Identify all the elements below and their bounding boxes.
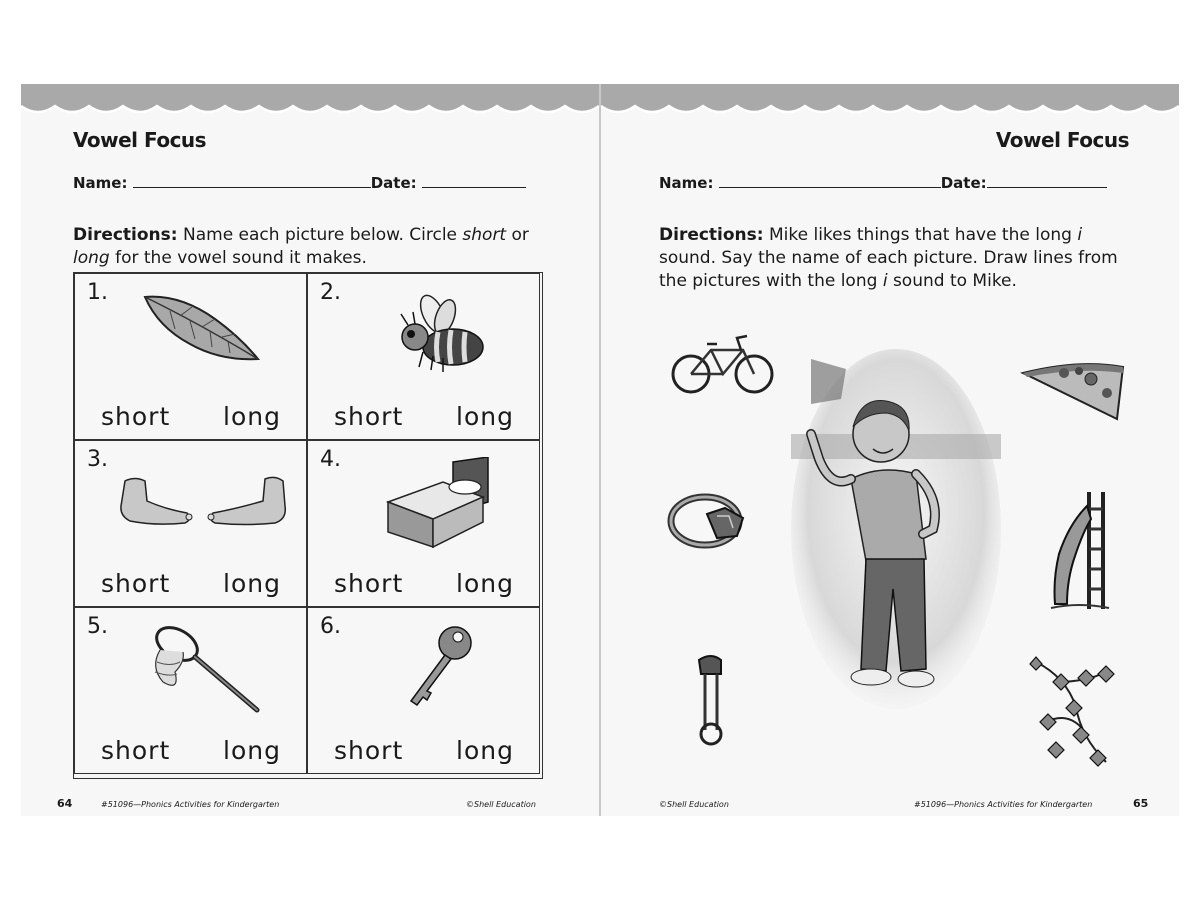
bee-icon [393,292,488,374]
directions-label: Directions: [659,225,764,245]
pizza-icon[interactable] [1019,359,1129,424]
page-number: 64 [57,797,73,810]
directions-text-2: for the vowel sound it makes. [109,248,367,268]
long-option[interactable]: long [223,402,281,431]
page-title: Vowel Focus [73,128,207,152]
grid-cell-6 [307,607,540,774]
bed-icon [383,457,493,552]
directions-i-letter: i [1077,225,1083,245]
directions-or-word: or [506,225,529,245]
short-option[interactable]: short [334,569,404,598]
directions-short-word: short [462,225,507,245]
long-option[interactable]: long [456,569,514,598]
ivy-icon[interactable] [1026,652,1116,772]
ring-icon[interactable] [667,486,752,556]
short-option[interactable]: short [334,736,404,765]
footer-title: #51096—Phonics Activities for Kindergarten [101,800,280,809]
feet-icon [115,471,295,531]
cell-number: 4. [320,447,341,472]
left-page [21,84,600,816]
directions-label: Directions: [73,225,178,245]
date-label: Date: [370,174,417,192]
short-option[interactable]: short [101,569,171,598]
picture-grid [73,272,543,779]
grid-cell-4 [307,440,540,607]
grid-cell-3 [74,440,307,607]
directions [73,224,553,270]
page-title: Vowel Focus [995,128,1129,152]
name-label: Name: [73,174,128,192]
cell-number: 1. [87,280,108,305]
cell-number: 6. [320,614,341,639]
footer-publisher: ©Shell Education [659,800,729,809]
grid-cell-2 [307,273,540,440]
grid-cell-1 [74,273,307,440]
grid-cell-5 [74,607,307,774]
name-field[interactable] [133,175,371,188]
short-option[interactable]: short [101,736,171,765]
date-field[interactable] [987,175,1107,188]
directions-text: Name each picture below. Circle [177,225,463,245]
footer-title: #51096—Phonics Activities for Kindergarten [914,800,1093,809]
date-label: Date: [940,174,987,192]
cell-number: 5. [87,614,108,639]
leaf-icon [140,289,265,364]
date-field[interactable] [422,175,526,188]
scalloped-header-band [601,84,1179,124]
cell-number: 3. [87,447,108,472]
bike-icon[interactable] [671,332,776,397]
net-icon [145,622,265,717]
directions-long-word: long [73,248,110,268]
short-option[interactable]: short [101,402,171,431]
name-field[interactable] [719,175,941,188]
directions-i-letter-2: i [882,271,888,291]
directions-text-2: sound. Say the name of each picture. Draw lines from the pictures with the long [659,248,1118,291]
short-option[interactable]: short [334,402,404,431]
name-date-line [659,174,1107,192]
right-page [600,84,1179,816]
scalloped-header-band [21,84,599,124]
name-date-line [73,174,526,192]
safety-pin-icon[interactable] [691,652,731,747]
directions-text-3: sound to Mike. [887,271,1017,291]
slide-icon[interactable] [1049,484,1111,614]
long-option[interactable]: long [223,569,281,598]
footer-publisher: ©Shell Education [466,800,536,809]
boy-mike-icon [791,349,1001,709]
directions [659,224,1139,293]
long-option[interactable]: long [456,402,514,431]
name-label: Name: [659,174,714,192]
key-icon [403,623,478,713]
directions-text: Mike likes things that have the long [763,225,1078,245]
long-option[interactable]: long [456,736,514,765]
page-number: 65 [1133,797,1149,810]
cell-number: 2. [320,280,341,305]
long-option[interactable]: long [223,736,281,765]
